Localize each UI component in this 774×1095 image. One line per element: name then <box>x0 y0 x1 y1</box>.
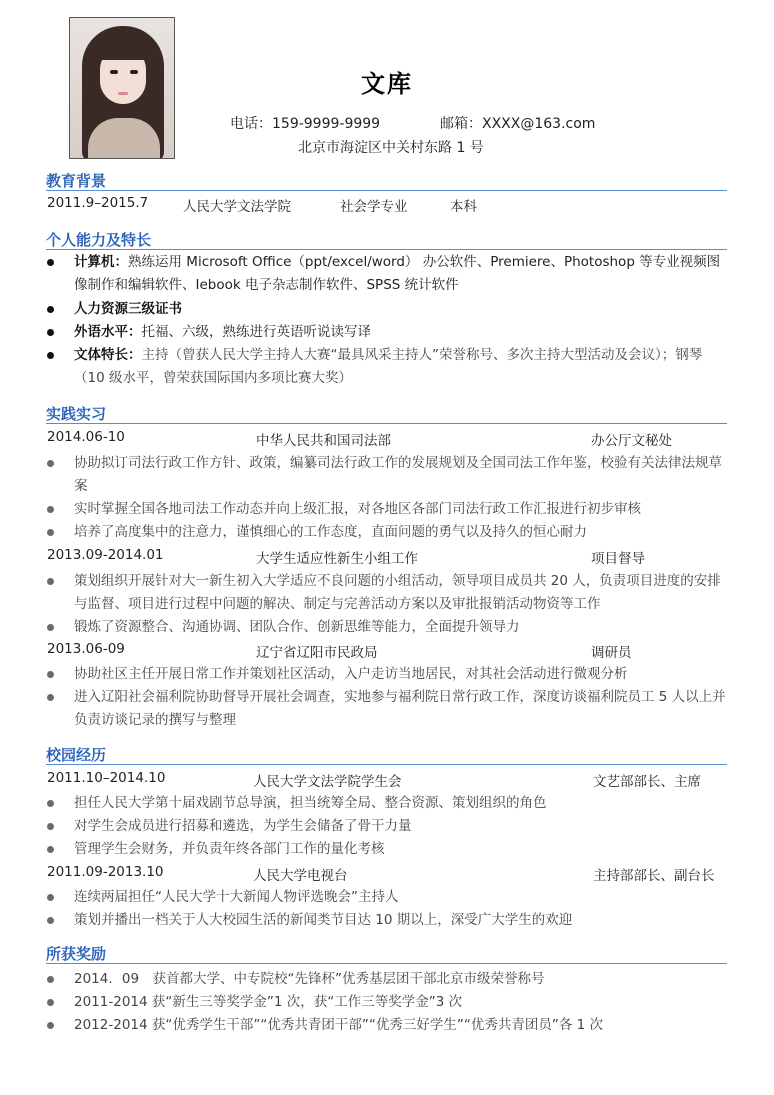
award-item: 2014．09 获首都大学、中专院校“先锋杯”优秀基层团干部北京市级荣誉称号 <box>74 971 545 987</box>
bullet-icon <box>47 306 54 313</box>
bullet-icon <box>47 578 54 585</box>
section-divider <box>46 249 727 250</box>
bullet-icon <box>47 846 54 853</box>
section-divider <box>46 190 727 191</box>
campus-role: 文艺部部长、主席 <box>593 774 701 790</box>
bullet-icon <box>47 800 54 807</box>
bullet-icon <box>47 460 54 467</box>
bullet-icon <box>47 894 54 901</box>
section-title-skills: 个人能力及特长 <box>46 231 152 249</box>
job-bullet: 策划组织开展针对大一新生初入大学适应不良问题的小组活动，领导项目成员共 20 人，负责项目进度的安排 与监督、项目进行过程中问题的解决、制定与完善活动方案以及审批报销活动物资等工作 <box>74 573 721 612</box>
campus-bullet: 担任人民大学第十届戏剧节总导演，担当统筹全局、整合资源、策划组织的角色 <box>74 795 547 811</box>
bullet-icon <box>47 352 54 359</box>
job-role: 项目督导 <box>591 551 645 567</box>
skill-item: 外语水平：托福、六级，熟练进行英语听说读写译 <box>74 324 371 340</box>
skill-item: 文体特长：主持（曾获人民大学主持人大赛“最具风采主持人”荣誉称号、多次主持大型活动及会议）；钢琴 （10 级水平，曾荣获国际国内多项比赛大奖） <box>74 347 703 386</box>
bullet-icon <box>47 823 54 830</box>
section-title-campus: 校园经历 <box>46 746 107 764</box>
job-org: 中华人民共和国司法部 <box>256 433 391 449</box>
job-bullet: 协助社区主任开展日常工作并策划社区活动，入户走访当地居民，对其社会活动进行微观分析 <box>74 666 628 682</box>
bullet-icon <box>47 1022 54 1029</box>
bullet-icon <box>47 506 54 513</box>
job-role: 调研员 <box>591 645 632 661</box>
award-item: 2011-2014 获“新生三等奖学金”1 次，获“工作三等奖学金”3 次 <box>74 994 463 1010</box>
education-period: 2011.9–2015.7 <box>47 195 149 211</box>
campus-bullet: 连续两届担任“人民大学十大新闻人物评选晚会”主持人 <box>74 889 399 905</box>
education-school: 人民大学文法学院 <box>183 199 291 215</box>
campus-period: 2011.09-2013.10 <box>47 864 164 880</box>
campus-role: 主持部部长、副台长 <box>593 868 715 884</box>
campus-bullet: 管理学生会财务，并负责年终各部门工作的量化考核 <box>74 841 385 857</box>
skill-item: 人力资源三级证书 <box>74 301 182 317</box>
bullet-icon <box>47 976 54 983</box>
job-bullet: 锻炼了资源整合、沟通协调、团队合作、创新思维等能力，全面提升领导力 <box>74 619 520 635</box>
bullet-icon <box>47 999 54 1006</box>
job-org: 辽宁省辽阳市民政局 <box>256 645 378 661</box>
section-title-awards: 所获奖励 <box>46 945 107 963</box>
skill-item: 计算机：熟练运用 Microsoft Office（ppt/excel/word） 办公软件、Premiere、Photoshop 等专业视频图 像制作和编辑软件、Iebook 电子杂志制作软件、SPSS 统计软件 <box>74 254 721 293</box>
education-degree: 本科 <box>450 199 477 215</box>
campus-bullet: 对学生会成员进行招募和遴选，为学生会储备了骨干力量 <box>74 818 412 834</box>
bullet-icon <box>47 671 54 678</box>
campus-org: 人民大学电视台 <box>253 868 348 884</box>
campus-period: 2011.10–2014.10 <box>47 770 166 786</box>
section-divider <box>46 423 727 424</box>
section-title-education: 教育背景 <box>46 172 107 190</box>
job-bullet: 协助拟订司法行政工作方针、政策，编纂司法行政工作的发展规划及全国司法工作年鉴，校验有关法律法规草 案 <box>74 455 722 494</box>
email: 邮箱：XXXX@163.com <box>440 116 596 132</box>
job-bullet: 培养了高度集中的注意力，谨慎细心的工作态度，直面问题的勇气以及持久的恒心耐力 <box>74 524 587 540</box>
campus-org: 人民大学文法学院学生会 <box>253 774 402 790</box>
bullet-icon <box>47 694 54 701</box>
phone: 电话：159-9999-9999 <box>230 116 381 132</box>
section-divider <box>46 963 727 964</box>
job-org: 大学生适应性新生小组工作 <box>256 551 418 567</box>
bullet-icon <box>47 624 54 631</box>
job-bullet: 实时掌握全国各地司法工作动态并向上级汇报，对各地区各部门司法行政工作汇报进行初步审核 <box>74 501 641 517</box>
bullet-icon <box>47 529 54 536</box>
bullet-icon <box>47 329 54 336</box>
job-period: 2013.09-2014.01 <box>47 547 164 563</box>
address: 北京市海淀区中关村东路 1 号 <box>298 140 484 156</box>
job-role: 办公厅文秘处 <box>591 433 672 449</box>
job-period: 2014.06-10 <box>47 429 125 445</box>
job-bullet: 进入辽阳社会福利院协助督导开展社会调查，实地参与福利院日常行政工作，深度访谈福利院员工 5 人以上并 负责访谈记录的撰写与整理 <box>74 689 726 728</box>
campus-bullet: 策划并播出一档关于人大校园生活的新闻类节目达 10 期以上，深受广大学生的欢迎 <box>74 912 573 928</box>
bullet-icon <box>47 917 54 924</box>
education-major: 社会学专业 <box>340 199 408 215</box>
award-item: 2012-2014 获“优秀学生干部”“优秀共青团干部”“优秀三好学生”“优秀共青团员”各 1 次 <box>74 1017 603 1033</box>
candidate-name: 文库 <box>361 70 413 98</box>
job-period: 2013.06-09 <box>47 641 125 657</box>
section-divider <box>46 764 727 765</box>
bullet-icon <box>47 259 54 266</box>
section-title-practice: 实践实习 <box>46 405 107 423</box>
